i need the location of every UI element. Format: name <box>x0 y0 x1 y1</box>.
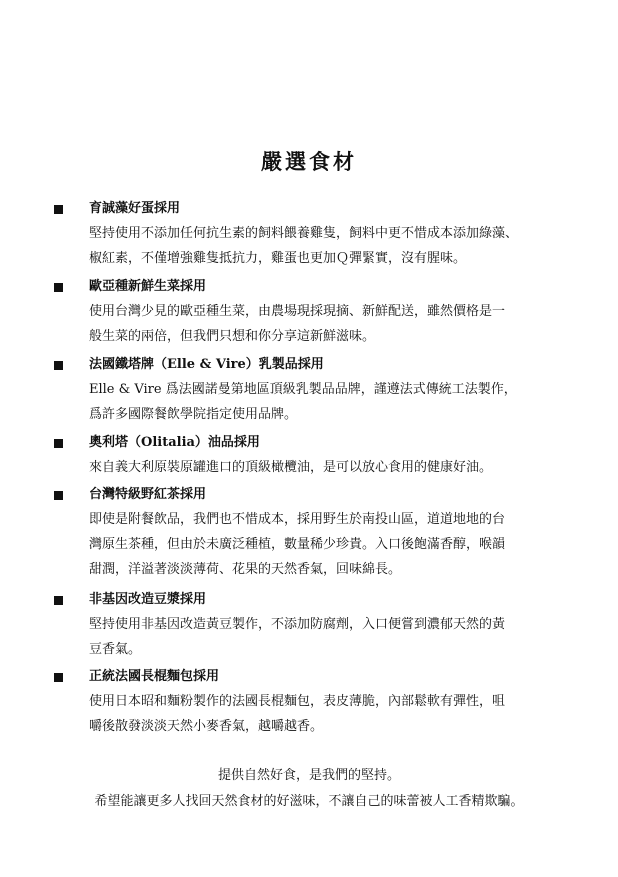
item-heading: 育誠藻好蛋採用 <box>89 201 181 216</box>
page-title: 嚴選食材 <box>261 149 357 174</box>
item-heading: 歐亞種新鮮生菜採用 <box>89 279 207 294</box>
item-text-line: 來自義大利原裝原罐進口的頂級橄欖油，是可以放心食用的健康好油。 <box>89 460 493 475</box>
square-bullet-icon <box>54 439 63 448</box>
item-text-line: 豆香氣。 <box>89 642 142 657</box>
item-text-line: 堅持使用非基因改造黃豆製作，不添加防腐劑，入口便嘗到濃郁天然的黃 <box>89 617 506 632</box>
item-text-line: 般生菜的兩倍，但我們只想和你分享這新鮮滋味。 <box>89 329 376 344</box>
closing-line-2: 希望能讓更多人找回天然食材的好滋味，不讓自己的味蕾被人工香精欺騙。 <box>94 794 524 809</box>
item-text-line: 椒紅素，不僅增強雞隻抵抗力，雞蛋也更加Ｑ彈緊實，沒有腥味。 <box>89 251 467 266</box>
item-text-line: 使用台灣少見的歐亞種生菜，由農場現採現摘、新鮮配送，雖然價格是一 <box>89 304 506 319</box>
square-bullet-icon <box>54 361 63 370</box>
item-heading: 正統法國長棍麵包採用 <box>89 669 220 684</box>
square-bullet-icon <box>54 205 63 214</box>
item-heading: 台灣特級野紅茶採用 <box>89 487 207 502</box>
closing-line-1: 提供自然好食，是我們的堅持。 <box>217 768 400 783</box>
item-text-line: 堅持使用不添加任何抗生素的飼料餵養雞隻，飼料中更不惜成本添加綠藻、 <box>89 226 519 241</box>
square-bullet-icon <box>54 283 63 292</box>
square-bullet-icon <box>54 596 63 605</box>
item-text-line: 嚼後散發淡淡天然小麥香氣，越嚼越香。 <box>89 719 324 734</box>
item-text-line: 即使是附餐飲品，我們也不惜成本，採用野生於南投山區，道道地地的台 <box>89 512 506 527</box>
square-bullet-icon <box>54 673 63 682</box>
item-heading: 奧利塔（Olitalia）油品採用 <box>89 435 260 450</box>
item-heading: 非基因改造豆漿採用 <box>89 592 207 607</box>
item-text-line: 甜潤，洋溢著淡淡薄荷、花果的天然香氣，回味綿長。 <box>89 562 402 577</box>
item-text-line: Elle & Vire 爲法國諾曼第地區頂級乳製品品牌，謹遵法式傳統工法製作， <box>89 382 517 397</box>
item-text-line: 使用日本昭和麵粉製作的法國長棍麵包，表皮薄脆，內部鬆軟有彈性，咀 <box>89 694 506 709</box>
item-text-line: 爲許多國際餐飲學院指定使用品牌。 <box>89 407 298 422</box>
item-heading: 法國鐵塔牌（Elle & Vire）乳製品採用 <box>89 357 324 372</box>
item-text-line: 灣原生茶種，但由於未廣泛種植，數量稀少珍貴。入口後飽滿香醇，喉韻 <box>89 537 506 552</box>
square-bullet-icon <box>54 491 63 500</box>
